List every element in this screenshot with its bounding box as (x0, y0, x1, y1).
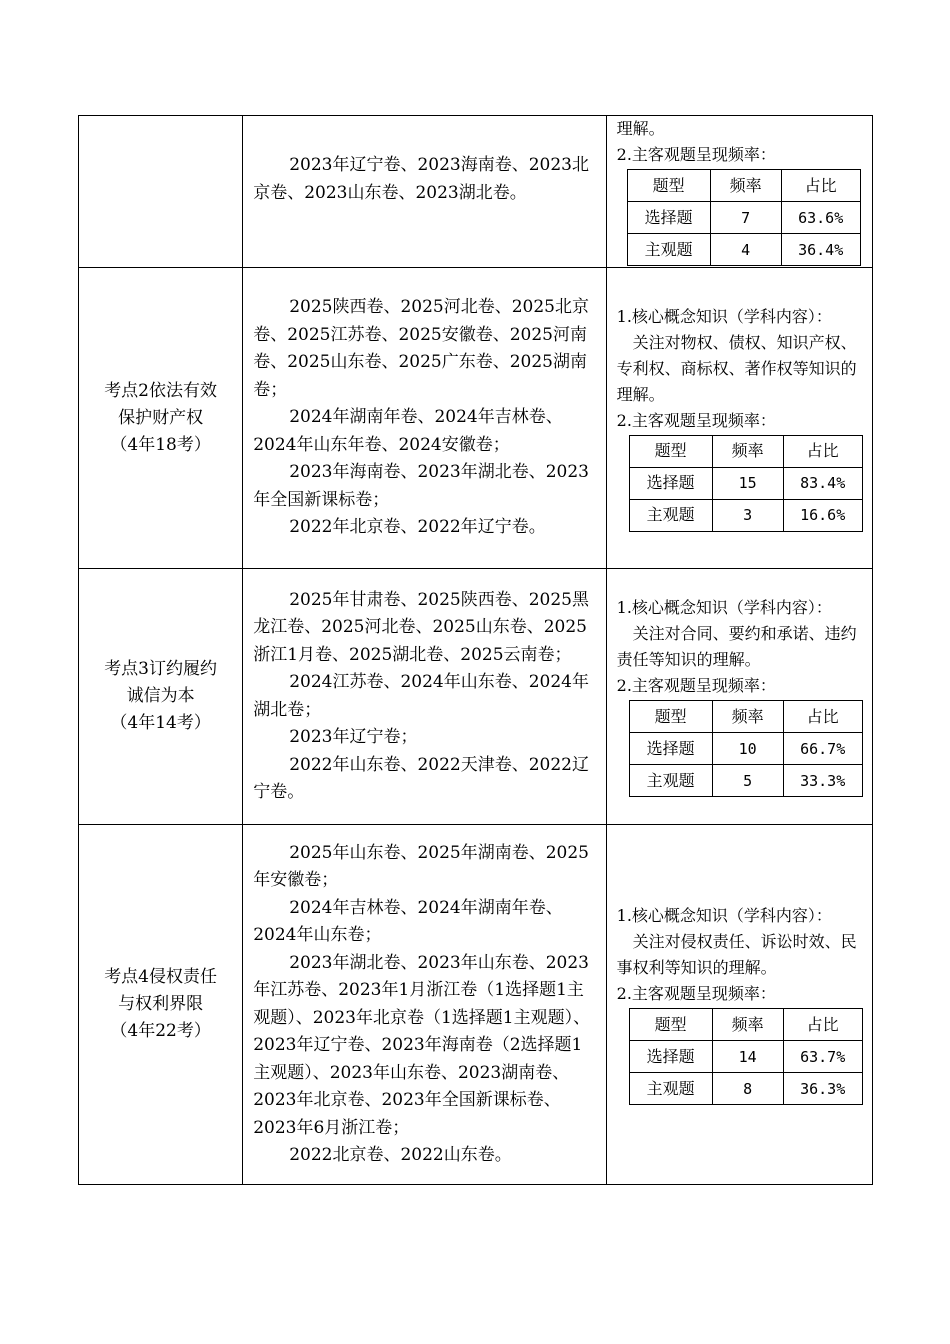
topic-cell (79, 569, 243, 825)
concept-heading: 1.核心概念知识（学科内容）： (616, 598, 832, 617)
freq-header: 占比 (783, 1009, 862, 1041)
topic-count: （4年18考） (110, 434, 211, 455)
frequency-table (629, 435, 863, 532)
freq-header: 占比 (783, 701, 862, 733)
frequency-table (629, 700, 863, 797)
freq-ratio: 36.3% (783, 1073, 862, 1105)
analysis-cell (606, 825, 872, 1185)
freq-count: 4 (710, 234, 781, 266)
topic-subtitle: 保护财产权 (118, 407, 204, 428)
freq-ratio: 36.4% (781, 234, 860, 266)
freq-header: 占比 (783, 435, 862, 467)
analysis-cell (606, 116, 872, 268)
table-row (79, 268, 873, 569)
papers-text: 2022北京卷、2022山东卷。 (289, 1145, 512, 1165)
freq-ratio: 33.3% (783, 765, 862, 797)
table-row (79, 825, 873, 1185)
freq-header: 频率 (712, 435, 783, 467)
analysis-cell (606, 268, 872, 569)
papers-cell (243, 569, 606, 825)
frequency-table (627, 169, 861, 266)
freq-header: 频率 (712, 1009, 783, 1041)
freq-header: 频率 (710, 170, 781, 202)
freq-ratio: 63.7% (783, 1041, 862, 1073)
freq-ratio: 83.4% (783, 467, 862, 499)
freq-header: 题型 (629, 1009, 712, 1041)
freq-count: 10 (712, 733, 783, 765)
papers-text: 2025年甘肃卷、2025陕西卷、2025黑龙江卷、2025河北卷、2025山东卷、2025浙江1月卷、2025湖北卷、2025云南卷； (253, 589, 589, 665)
papers-text: 2023年辽宁卷； (289, 727, 418, 747)
freq-header: 占比 (781, 170, 860, 202)
topic-cell (79, 825, 243, 1185)
topic-subtitle: 诚信为本 (126, 686, 195, 706)
papers-text: 2025陕西卷、2025河北卷、2025北京卷、2025江苏卷、2025安徽卷、2025河南卷、2025山东卷、2025广东卷、2025湖南卷； (253, 297, 589, 400)
freq-heading: 2.主客观题呈现频率： (616, 676, 776, 695)
papers-text: 2023年海南卷、2023年湖北卷、2023年全国新课标卷； (253, 462, 589, 510)
freq-heading: 2.主客观题呈现频率： (616, 410, 776, 430)
table-row (79, 569, 873, 825)
freq-count: 8 (712, 1073, 783, 1105)
freq-header: 频率 (712, 701, 783, 733)
exam-analysis-table (78, 115, 873, 1185)
freq-type: 主观题 (627, 234, 710, 266)
freq-header: 题型 (629, 435, 712, 467)
papers-text: 2025年山东卷、2025年湖南卷、2025年安徽卷； (253, 842, 589, 890)
freq-type: 选择题 (629, 467, 712, 499)
freq-count: 14 (712, 1041, 783, 1073)
analysis-cell (606, 569, 872, 825)
frequency-table (629, 1008, 863, 1105)
freq-count: 5 (712, 765, 783, 797)
papers-text: 2024年湖南年卷、2024年吉林卷、2024年山东年卷、2024安徽卷； (253, 407, 563, 455)
papers-text: 2024江苏卷、2024年山东卷、2024年湖北卷； (253, 672, 589, 720)
freq-count: 7 (710, 202, 781, 234)
freq-type: 选择题 (627, 202, 710, 234)
papers-text: 2023年湖北卷、2023年山东卷、2023年江苏卷、2023年1月浙江卷（1选择题1主观题）、2023年北京卷（1选择题1主观题）、2023年辽宁卷、2023年海南卷（2选择题1主观题）、2023年山东卷、2023湖南卷、2023年北京卷、2023年全国新课标卷、2023年6月浙江卷； (253, 952, 591, 1138)
papers-text: 2022年山东卷、2022天津卷、2022辽宁卷。 (253, 754, 589, 802)
papers-cell (243, 825, 606, 1185)
papers-cell (243, 116, 606, 268)
topic-count: （4年14考） (110, 713, 211, 733)
papers-cell (243, 268, 606, 569)
topic-subtitle: 与权利界限 (118, 994, 204, 1014)
freq-ratio: 16.6% (783, 499, 862, 531)
freq-ratio: 66.7% (783, 733, 862, 765)
concept-text: 关注对物权、债权、知识产权、专利权、商标权、著作权等知识的理解。 (616, 332, 857, 404)
papers-text: 2023年辽宁卷、2023海南卷、2023北京卷、2023山东卷、2023湖北卷。 (253, 155, 589, 203)
topic-cell (79, 116, 243, 268)
freq-heading: 2.主客观题呈现频率： (616, 145, 776, 164)
freq-count: 3 (712, 499, 783, 531)
freq-count: 15 (712, 467, 783, 499)
topic-title: 考点4侵权责任 (104, 967, 218, 987)
concept-heading: 1.核心概念知识（学科内容）： (616, 906, 832, 925)
analysis-text: 理解。 (616, 119, 665, 138)
freq-type: 选择题 (629, 733, 712, 765)
topic-cell (79, 268, 243, 569)
freq-header: 题型 (627, 170, 710, 202)
papers-text: 2024年吉林卷、2024年湖南年卷、2024年山东卷； (253, 897, 563, 945)
freq-type: 主观题 (629, 499, 712, 531)
papers-text: 2022年北京卷、2022年辽宁卷。 (289, 517, 546, 538)
freq-header: 题型 (629, 701, 712, 733)
topic-title: 考点2依法有效 (104, 380, 218, 401)
concept-text: 关注对侵权责任、诉讼时效、民事权利等知识的理解。 (616, 932, 857, 977)
freq-ratio: 63.6% (781, 202, 860, 234)
freq-type: 主观题 (629, 1073, 712, 1105)
table-row (79, 116, 873, 268)
topic-count: （4年22考） (110, 1021, 211, 1041)
freq-heading: 2.主客观题呈现频率： (616, 984, 776, 1003)
freq-type: 主观题 (629, 765, 712, 797)
concept-heading: 1.核心概念知识（学科内容）： (616, 306, 832, 326)
topic-title: 考点3订约履约 (104, 659, 218, 679)
freq-type: 选择题 (629, 1041, 712, 1073)
concept-text: 关注对合同、要约和承诺、违约责任等知识的理解。 (616, 624, 857, 669)
